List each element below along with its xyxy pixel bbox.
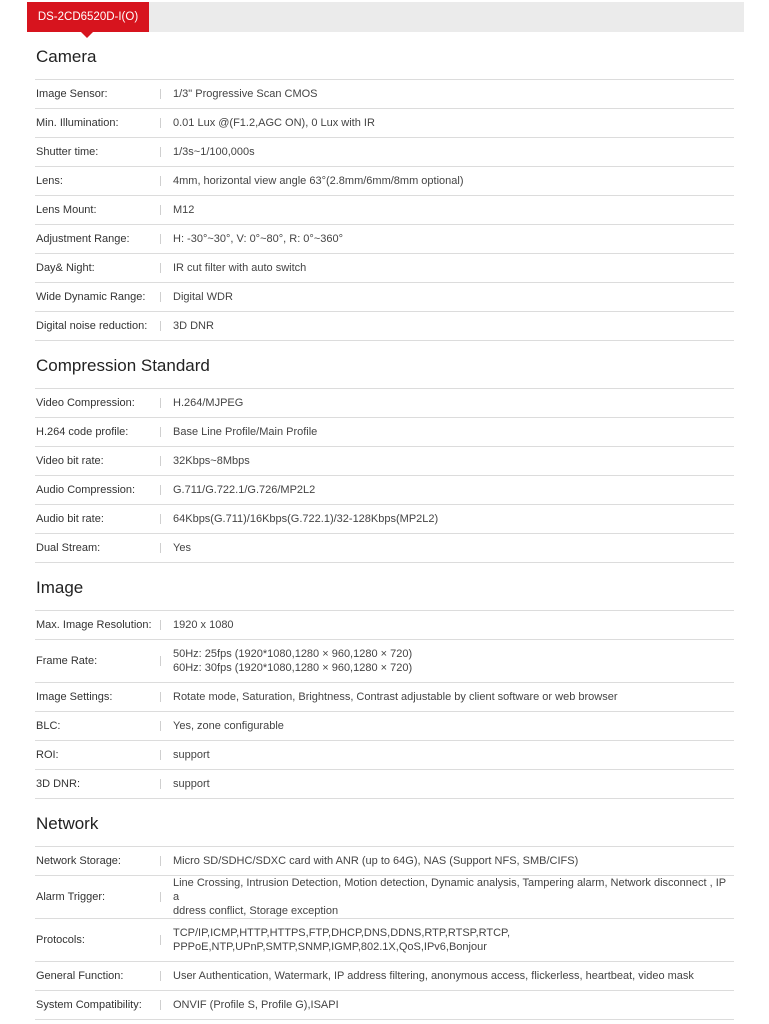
- spec-row: [35, 770, 734, 799]
- spec-label: Network Storage:: [36, 855, 121, 867]
- spec-page: [27, 2, 744, 1024]
- spec-row: [35, 611, 734, 640]
- column-divider: [160, 398, 161, 408]
- spec-section-image: [35, 563, 734, 799]
- column-divider: [160, 543, 161, 553]
- column-divider: [160, 292, 161, 302]
- spec-row: [35, 418, 734, 447]
- column-divider: [160, 620, 161, 630]
- spec-value: [173, 319, 214, 333]
- spec-label: Audio bit rate:: [36, 513, 104, 525]
- spec-label: Image Settings:: [36, 691, 113, 703]
- spec-row: [35, 167, 734, 196]
- spec-value: [173, 647, 412, 675]
- spec-value: [173, 454, 250, 468]
- spec-row: [35, 109, 734, 138]
- spec-value: [173, 876, 734, 918]
- column-divider: [160, 147, 161, 157]
- column-divider: [160, 321, 161, 331]
- spec-row: [35, 712, 734, 741]
- column-divider: [160, 89, 161, 99]
- spec-value-line: support: [173, 749, 210, 761]
- spec-value-line: PPPoE,NTP,UPnP,SMTP,SNMP,IGMP,802.1X,QoS,IPv6,Bonjour: [173, 941, 487, 953]
- spec-label: 3D DNR:: [36, 778, 81, 790]
- spec-value-line: Yes, zone configurable: [173, 720, 284, 732]
- spec-value-line: H.264/MJPEG: [173, 397, 244, 409]
- spec-value: [173, 998, 339, 1012]
- spec-value-line: H: -30°~30°, V: 0°~80°, R: 0°~360°: [173, 233, 344, 245]
- section-title: Camera: [35, 32, 734, 80]
- spec-value: [173, 926, 510, 954]
- spec-value-line: IR cut filter with auto switch: [173, 262, 307, 274]
- spec-content: [35, 32, 734, 1020]
- column-divider: [160, 721, 161, 731]
- column-divider: [160, 176, 161, 186]
- spec-row: [35, 283, 734, 312]
- spec-value: [173, 290, 233, 304]
- column-divider: [160, 935, 161, 945]
- spec-value: [173, 174, 464, 188]
- spec-label: Lens:: [36, 175, 63, 187]
- spec-value-line: ONVIF (Profile S, Profile G),ISAPI: [173, 999, 339, 1011]
- spec-value-line: 50Hz: 25fps (1920*1080,1280 × 960,1280 × 720): [173, 648, 413, 660]
- column-divider: [160, 692, 161, 702]
- spec-row: [35, 225, 734, 254]
- spec-label: Digital noise reduction:: [36, 320, 148, 332]
- section-title: Network: [35, 799, 734, 847]
- spec-row: [35, 847, 734, 876]
- spec-value-line: 1/3s~1/100,000s: [173, 146, 255, 158]
- spec-row: [35, 640, 734, 683]
- spec-label: Adjustment Range:: [36, 233, 130, 245]
- spec-value-line: M12: [173, 204, 195, 216]
- spec-value-line: Rotate mode, Saturation, Brightness, Contrast adjustable by client software or web browser: [173, 691, 618, 703]
- column-divider: [160, 750, 161, 760]
- column-divider: [160, 514, 161, 524]
- spec-section-network: [35, 799, 734, 1020]
- column-divider: [160, 856, 161, 866]
- spec-label: ROI:: [36, 749, 59, 761]
- spec-label: Frame Rate:: [36, 655, 98, 667]
- column-divider: [160, 205, 161, 215]
- spec-value: [173, 512, 438, 526]
- spec-value-line: TCP/IP,ICMP,HTTP,HTTPS,FTP,DHCP,DNS,DDNS,RTP,RTSP,RTCP,: [173, 927, 511, 939]
- spec-row: [35, 312, 734, 341]
- spec-label: BLC:: [36, 720, 61, 732]
- spec-row: [35, 534, 734, 563]
- spec-value-line: 4mm, horizontal view angle 63°(2.8mm/6mm/8mm optional): [173, 175, 464, 187]
- column-divider: [160, 485, 161, 495]
- spec-value-line: 1920 x 1080: [173, 619, 234, 631]
- spec-row: [35, 196, 734, 225]
- spec-row: [35, 741, 734, 770]
- spec-row: [35, 389, 734, 418]
- spec-row: [35, 505, 734, 534]
- spec-value: [173, 425, 317, 439]
- spec-value-line: ddress conflict, Storage exception: [173, 905, 339, 917]
- spec-value: [173, 777, 210, 791]
- section-title: Image: [35, 563, 734, 611]
- spec-value-line: Micro SD/SDHC/SDXC card with ANR (up to 64G), NAS (Support NFS, SMB/CIFS): [173, 855, 579, 867]
- spec-label: Lens Mount:: [36, 204, 97, 216]
- spec-label: Protocols:: [36, 934, 85, 946]
- spec-row: [35, 991, 734, 1020]
- spec-value: [173, 541, 191, 555]
- spec-label: Image Sensor:: [36, 88, 108, 100]
- column-divider: [160, 263, 161, 273]
- column-divider: [160, 656, 161, 666]
- column-divider: [160, 118, 161, 128]
- spec-section-compression-standard: [35, 341, 734, 563]
- tab-model[interactable]: DS-2CD6520D-I(O): [27, 2, 149, 32]
- column-divider: [160, 234, 161, 244]
- spec-value-line: Base Line Profile/Main Profile: [173, 426, 318, 438]
- spec-label: Day& Night:: [36, 262, 95, 274]
- column-divider: [160, 779, 161, 789]
- spec-value: [173, 203, 194, 217]
- spec-value: [173, 748, 210, 762]
- spec-value-line: Digital WDR: [173, 291, 233, 303]
- spec-label: Max. Image Resolution:: [36, 619, 152, 631]
- spec-value: [173, 854, 578, 868]
- spec-row: [35, 919, 734, 962]
- spec-row: [35, 138, 734, 167]
- spec-row: [35, 962, 734, 991]
- spec-row: [35, 80, 734, 109]
- spec-row: [35, 476, 734, 505]
- spec-row: [35, 683, 734, 712]
- section-title: Compression Standard: [35, 341, 734, 389]
- spec-label: Audio Compression:: [36, 484, 136, 496]
- column-divider: [160, 456, 161, 466]
- spec-value-line: 3D DNR: [173, 320, 214, 332]
- spec-row: [35, 876, 734, 919]
- spec-value: [173, 483, 315, 497]
- spec-value-line: 60Hz: 30fps (1920*1080,1280 × 960,1280 × 720): [173, 662, 413, 674]
- spec-value-line: Yes: [173, 542, 191, 554]
- spec-value-line: 1/3" Progressive Scan CMOS: [173, 88, 318, 100]
- spec-value: [173, 690, 618, 704]
- spec-section-camera: [35, 32, 734, 341]
- spec-value-line: 64Kbps(G.711)/16Kbps(G.722.1)/32-128Kbps(MP2L2): [173, 513, 439, 525]
- spec-value-line: 0.01 Lux @(F1.2,AGC ON), 0 Lux with IR: [173, 117, 375, 129]
- spec-label: H.264 code profile:: [36, 426, 129, 438]
- spec-value-line: 32Kbps~8Mbps: [173, 455, 250, 467]
- spec-value-line: G.711/G.722.1/G.726/MP2L2: [173, 484, 316, 496]
- spec-label: Wide Dynamic Range:: [36, 291, 146, 303]
- spec-row: [35, 254, 734, 283]
- spec-value: [173, 145, 255, 159]
- spec-value: [173, 969, 694, 983]
- spec-label: Video bit rate:: [36, 455, 104, 467]
- spec-value: [173, 87, 318, 101]
- spec-value: [173, 618, 234, 632]
- spec-value: [173, 396, 243, 410]
- spec-label: Shutter time:: [36, 146, 99, 158]
- tab-bar: [27, 2, 744, 32]
- spec-label: Alarm Trigger:: [36, 891, 106, 903]
- column-divider: [160, 971, 161, 981]
- spec-value-line: Line Crossing, Intrusion Detection, Motion detection, Dynamic analysis, Tampering alarm, Network disconnect , IP a: [173, 877, 726, 903]
- spec-row: [35, 447, 734, 476]
- spec-value-line: User Authentication, Watermark, IP address filtering, anonymous access, flickerless, heartbeat, video mask: [173, 970, 694, 982]
- column-divider: [160, 427, 161, 437]
- spec-value: [173, 261, 306, 275]
- spec-value: [173, 116, 375, 130]
- column-divider: [160, 892, 161, 902]
- spec-value: [173, 719, 284, 733]
- spec-label: System Compatibility:: [36, 999, 142, 1011]
- spec-label: Dual Stream:: [36, 542, 101, 554]
- spec-label: Min. Illumination:: [36, 117, 119, 129]
- spec-value: [173, 232, 343, 246]
- spec-label: General Function:: [36, 970, 124, 982]
- column-divider: [160, 1000, 161, 1010]
- spec-value-line: support: [173, 778, 210, 790]
- spec-label: Video Compression:: [36, 397, 135, 409]
